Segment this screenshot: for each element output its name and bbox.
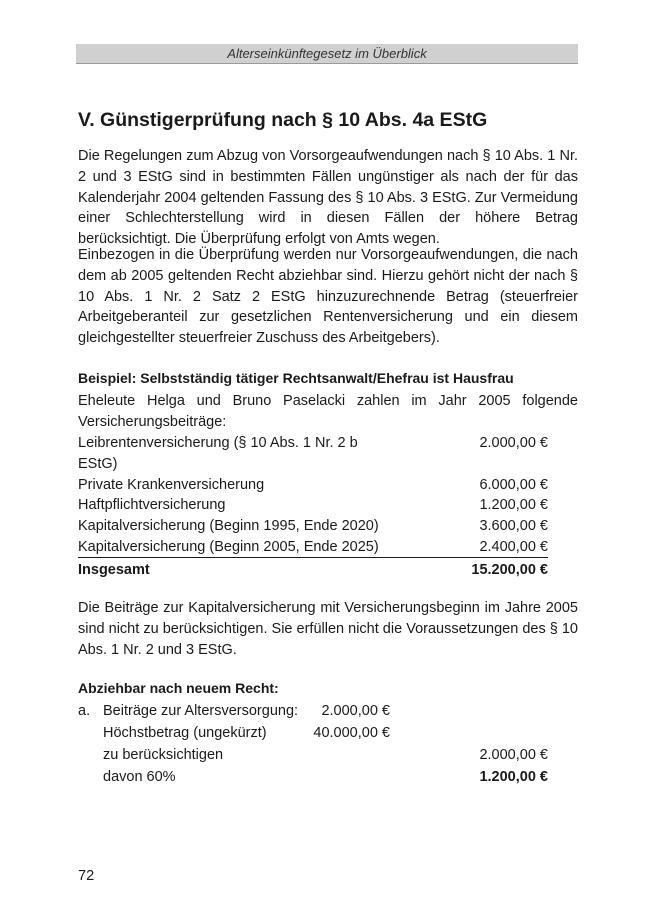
- item-value: 1.200,00 €: [479, 497, 548, 514]
- running-header: Alterseinkünftegesetz im Überblick: [76, 44, 578, 64]
- list-item: [78, 516, 548, 537]
- total-label: Insgesamt: [78, 561, 150, 578]
- item-label: Private Krankenversicherung: [78, 476, 265, 493]
- calc-row: [78, 722, 548, 744]
- item-value: 2.000,00 €: [479, 435, 548, 451]
- calc-result: 2.000,00 €: [479, 747, 548, 763]
- item-value: 2.400,00 €: [479, 538, 548, 555]
- list-item: [78, 495, 548, 516]
- calc-row: [78, 700, 548, 722]
- calc-label: davon 60%: [103, 769, 176, 785]
- example-heading: Beispiel: Selbstständig tätiger Rechtsanwalt/Ehefrau ist Hausfrau: [78, 370, 514, 386]
- paragraph-1: Die Regelungen zum Abzug von Vorsorgeaufwendungen nach § 10 Abs. 1 Nr. 2 und 3 EStG sind in bestimmten Fällen ungünstiger als nach der für das Kalenderjahr 2004 geltenden Fassung des § 10 Abs. 3 EStG. Zur Vermeidung einer Schlechterstellung wird in diesen Fällen der höhere Betrag berücksichtigt. Die Überprüfung erfolgt von Amts wegen.: [78, 148, 578, 248]
- section-title: V. Günstigerprüfung nach § 10 Abs. 4a EStG: [78, 109, 488, 131]
- example-intro: Eheleute Helga und Bruno Paselacki zahlen im Jahr 2005 folgende Versicherungsbeiträge:: [78, 393, 578, 430]
- item-label: Kapitalversicherung (Beginn 2005, Ende 2025): [78, 538, 379, 555]
- calc-label: zu berücksichtigen: [103, 747, 224, 763]
- calc-label: Beiträge zur Altersversorgung:: [103, 703, 299, 719]
- item-value: 6.000,00 €: [479, 476, 548, 493]
- item-label: Haftpflichtversicherung: [78, 497, 226, 514]
- calc-amount: 40.000,00 €: [313, 725, 390, 741]
- calc-row: [78, 766, 548, 788]
- list-item: [78, 433, 548, 475]
- contribution-list: [78, 433, 548, 581]
- new-law-calculation: [78, 700, 548, 788]
- new-law-heading: Abziehbar nach neuem Recht:: [78, 680, 279, 696]
- calc-label: Höchstbetrag (ungekürzt): [103, 725, 267, 741]
- item-value: 3.600,00 €: [479, 518, 548, 535]
- total-row: [78, 560, 548, 581]
- calc-row: [78, 744, 548, 766]
- example-note: Die Beiträge zur Kapitalversicherung mit Versicherungsbeginn im Jahre 2005 sind nicht zu berücksichtigen. Sie erfüllen nicht die Voraussetzungen des § 10 Abs. 1 Nr. 2 und 3 EStG.: [78, 600, 578, 658]
- calc-amount: 2.000,00 €: [321, 703, 390, 719]
- list-item: [78, 475, 548, 496]
- calc-result: 1.200,00 €: [479, 769, 548, 785]
- list-item: [78, 537, 548, 558]
- page-number: 72: [78, 868, 95, 884]
- list-marker: a.: [78, 703, 91, 719]
- total-value: 15.200,00 €: [471, 561, 548, 578]
- paragraph-2: Einbezogen in die Überprüfung werden nur Vorsorgeaufwendungen, die nach dem ab 2005 geltenden Recht abziehbar sind. Hierzu gehört nicht der nach § 10 Abs. 1 Nr. 2 Satz 2 EStG hinzuzurechnende Betrag (steuerfreier Arbeitgeberanteil zur gesetzlichen Rentenversicherung und ein diesem gleichgestellter steuerfreier Zuschuss des Arbeitgebers).: [78, 247, 578, 347]
- item-label: Leibrentenversicherung (§ 10 Abs. 1 Nr. 2 b EStG): [78, 435, 358, 472]
- item-label: Kapitalversicherung (Beginn 1995, Ende 2020): [78, 518, 379, 535]
